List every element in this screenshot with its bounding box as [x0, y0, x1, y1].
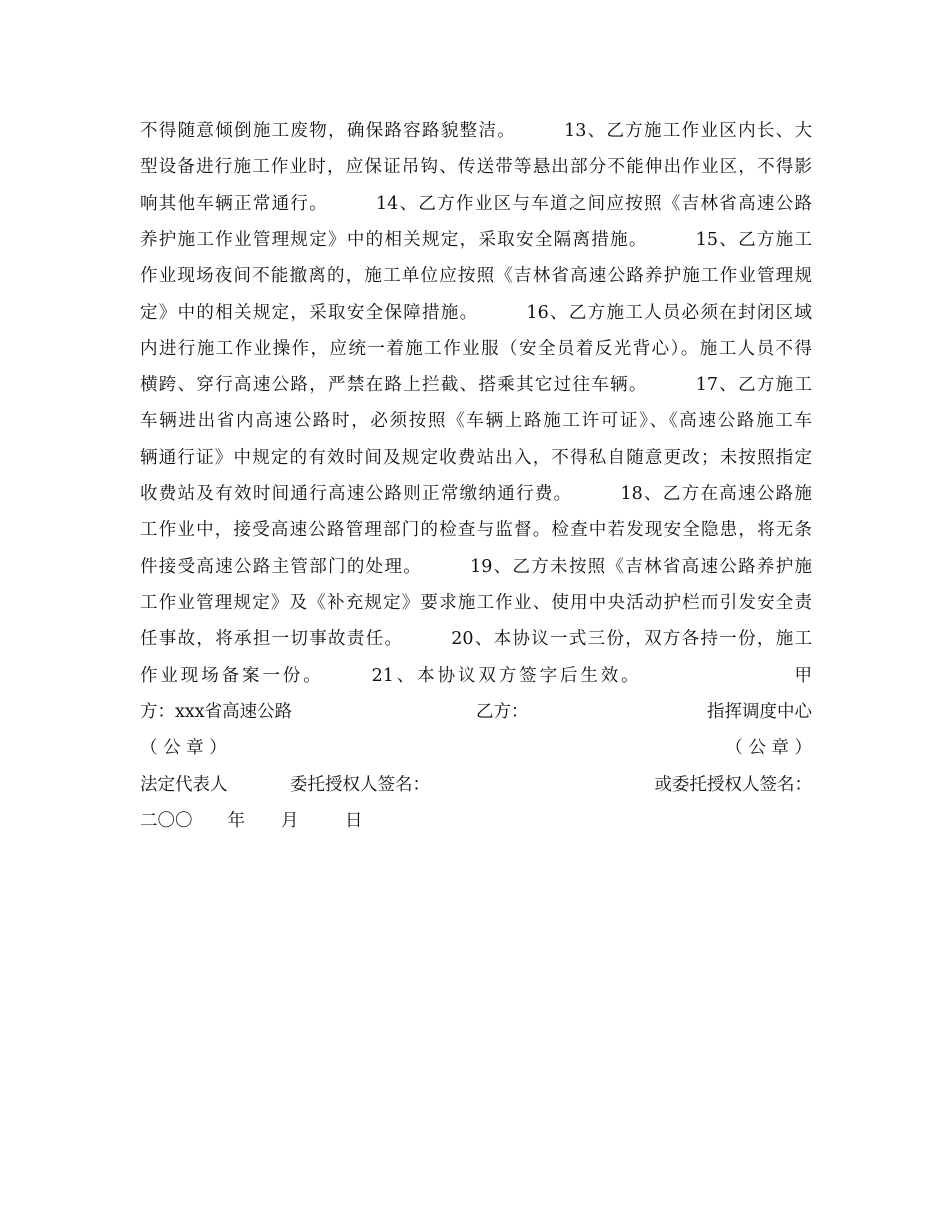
text-seg: 甲	[791, 666, 812, 686]
text-seg: 车辆进出省内高速公路时，必须按照《车辆上路施工许可证》、《高速公路施工车	[140, 411, 812, 431]
legal-representative-label: 法定代表人	[140, 775, 228, 795]
text-seg: 养护施工作业管理规定》中的相关规定，采取安全隔离措施。	[140, 230, 648, 250]
signatory-line	[140, 767, 812, 803]
text-seg: 19、乙方未按照《吉林省高速公路养护施	[470, 557, 812, 577]
text-line-1	[140, 113, 812, 149]
text-seg: 型设备进行施工作业时，应保证吊钩、传送带等悬出部分不能伸出作业区，不得影	[140, 157, 812, 177]
text-seg: 工作业中，接受高速公路管理部门的检查与监督。检查中若发现安全隐患，将无条	[140, 520, 812, 540]
text-seg: 18、乙方在高速公路施	[620, 484, 812, 504]
text-seg: 15、乙方施工	[695, 230, 812, 250]
text-seg: 辆通行证》中规定的有效时间及规定收费站出入，不得私自随意更改；未按照指定	[140, 448, 812, 468]
text-line-12	[140, 512, 812, 548]
date-month: 月	[281, 811, 299, 831]
text-line-16	[140, 658, 812, 694]
text-line-3	[140, 186, 812, 222]
text-line-5	[140, 258, 812, 294]
text-line-7	[140, 331, 812, 367]
text-seg: 横跨、穿行高速公路，严禁在路上拦截、搭乘其它过往车辆。	[140, 375, 648, 395]
authorized-signature-label: 委托授权人签名：	[290, 775, 430, 795]
text-line-6	[140, 295, 812, 331]
text-line-11	[140, 476, 812, 512]
text-seg: 收费站及有效时间通行高速公路则正常缴纳通行费。	[140, 484, 573, 504]
party-a-label: 方：xxx省高速公路	[140, 702, 293, 722]
text-line-14	[140, 585, 812, 621]
text-seg: 任事故，将承担一切事故责任。	[140, 629, 404, 649]
text-line-8	[140, 367, 812, 403]
text-seg: 作业现场夜间不能撤离的，施工单位应按照《吉林省高速公路养护施工作业管理规	[140, 266, 812, 286]
text-line-10	[140, 440, 812, 476]
date-line	[140, 803, 812, 839]
text-seg: 响其他车辆正常通行。	[140, 194, 329, 214]
text-line-15	[140, 621, 812, 657]
text-line-4	[140, 222, 812, 258]
dispatch-center-label: 指挥调度中心	[707, 702, 812, 722]
seal-right: （ 公 章 ）	[725, 738, 812, 758]
signature-parties-line	[140, 694, 812, 730]
text-seg: 17、乙方施工	[695, 375, 812, 395]
text-seg: 不得随意倾倒施工废物，确保路容路貌整洁。	[140, 121, 517, 141]
alt-authorized-signature-label: 或委托授权人签名：	[654, 775, 812, 795]
text-seg: 内进行施工作业操作，应统一着施工作业服（安全员着反光背心）。施工人员不得	[140, 339, 812, 359]
text-seg: 13、乙方施工作业区内长、大	[564, 121, 812, 141]
seal-left: （ 公 章 ）	[140, 738, 227, 758]
text-line-13	[140, 549, 812, 585]
text-seg: 件接受高速公路主管部门的处理。	[140, 557, 423, 577]
text-seg: 定》中的相关规定，采取安全保障措施。	[140, 303, 479, 323]
text-seg: 20、本协议一式三份，双方各持一份，施工	[451, 629, 812, 649]
party-b-label: 乙方：	[476, 702, 529, 722]
date-year: 二〇〇 年	[140, 811, 245, 831]
date-day: 日	[345, 811, 363, 831]
text-line-2	[140, 149, 812, 185]
text-seg: 21、本协议双方签字后生效。	[371, 666, 642, 686]
text-seg: 14、乙方作业区与车道之间应按照《吉林省高速公路	[376, 194, 812, 214]
text-seg: 作业现场备案一份。	[140, 666, 324, 686]
text-seg: 16、乙方施工人员必须在封闭区域	[526, 303, 812, 323]
seal-line	[140, 730, 812, 766]
text-line-9	[140, 403, 812, 439]
text-seg: 工作业管理规定》及《补充规定》要求施工作业、使用中央活动护栏而引发安全责	[140, 593, 812, 613]
